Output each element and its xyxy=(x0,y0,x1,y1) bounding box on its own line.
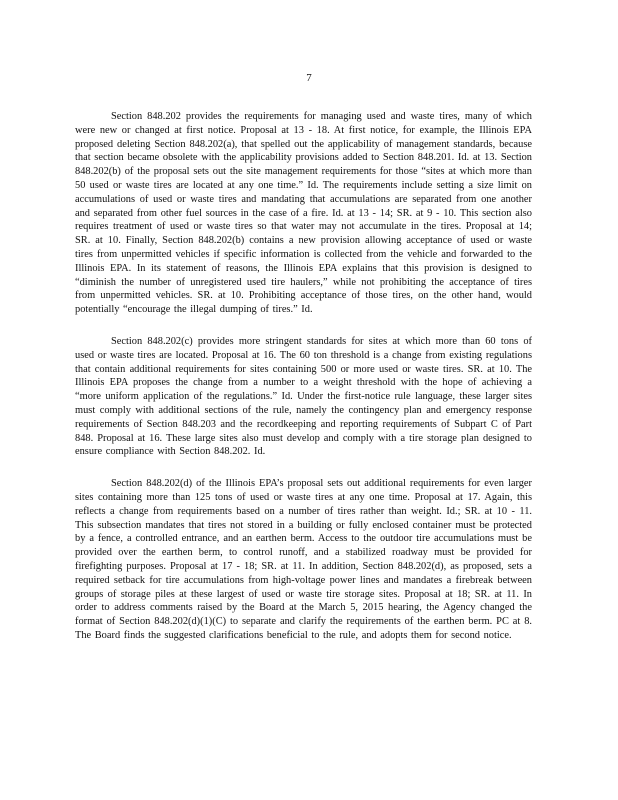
paragraph-section-848-202-c: Section 848.202(c) provides more stringent standards for sites at which more than 60 tons of used or waste tires are located. Proposal at 16. The 60 ton threshold is a change from existing regulations that contain additional requirements for sites containing 500 or more used or waste tires. SR. at 10. The Illinois EPA proposes the change from a number to a weight threshold with the hope of achieving a “more uniform application of the regulations.” Id. Under the first-notice rule language, these larger sites must comply with additional sections of the rule, namely the contingency plan and emergency response requirements of Section 848.203 and the recordkeeping and reporting requirements of Subpart C of Part 848. Proposal at 16. These large sites also must develop and comply with a tire storage plan designed to ensure compliance with Section 848.202. Id. xyxy=(75,335,532,458)
body-text xyxy=(75,110,532,643)
page-number: 7 xyxy=(306,72,312,84)
paragraph-section-848-202-b: Section 848.202 provides the requirements for managing used and waste tires, many of which were new or changed at first notice. Proposal at 13 - 18. At first notice, for example, the Illinois EPA proposed deleting Section 848.202(a), that spelled out the applicability of management standards, because that section became obsolete with the applicability provisions added to Section 848.201. Id. at 13. Section 848.202(b) of the proposal sets out the site management requirements for those “sites at which more than 50 used or waste tires are located at any one time.” Id. The requirements include setting a size limit on accumulations of used or waste tires and mandating that accumulations are separated from one another and separated from other fuel sources in the case of a fire. Id. at 13 - 14; SR. at 9 - 10. This section also requires treatment of used or waste tires so that water may not accumulate in the tires. Proposal at 14; SR. at 10. Finally, Section 848.202(b) contains a new provision allowing acceptance of used or waste tires from unpermitted vehicles if specific information is collected from the vehicle and forwarded to the Illinois EPA. In its statement of reasons, the Illinois EPA explains that this provision is designed to “diminish the number of unregistered used tire haulers,” while not prohibiting the acceptance of tires from unpermitted vehicles. SR. at 10. Prohibiting acceptance of those tires, on the other hand, would potentially “encourage the illegal dumping of tires.” Id. xyxy=(75,111,532,316)
paragraph-section-848-202-d: Section 848.202(d) of the Illinois EPA’s proposal sets out additional requirements for even larger sites containing more than 125 tons of used or waste tires at any one time. Proposal at 17. Again, this reflects a change from requirements based on a number of tires rather than weight. Id.; SR. at 10 - 11. This subsection mandates that tires not stored in a building or fully enclosed container must be protected by a fence, a controlled entrance, and an earthen berm. Access to the outdoor tire accumulations must be provided over the earthen berm, to control runoff, and a stabilized roadway must be provided for firefighting purposes. Proposal at 17 - 18; SR. at 11. In addition, Section 848.202(d), as proposed, sets a required setback for tire accumulations from high-voltage power lines and mandates a firebreak between groups of storage piles at these largest of used or waste tire storage sites. Proposal at 18; SR. at 11. In order to address comments raised by the Board at the March 5, 2015 hearing, the Agency changed the format of Section 848.202(d)(1)(C) to separate and clarify the requirements of the earthen berm. PC at 8. The Board finds the suggested clarifications beneficial to the rule, and adopts them for second notice. xyxy=(75,478,532,641)
